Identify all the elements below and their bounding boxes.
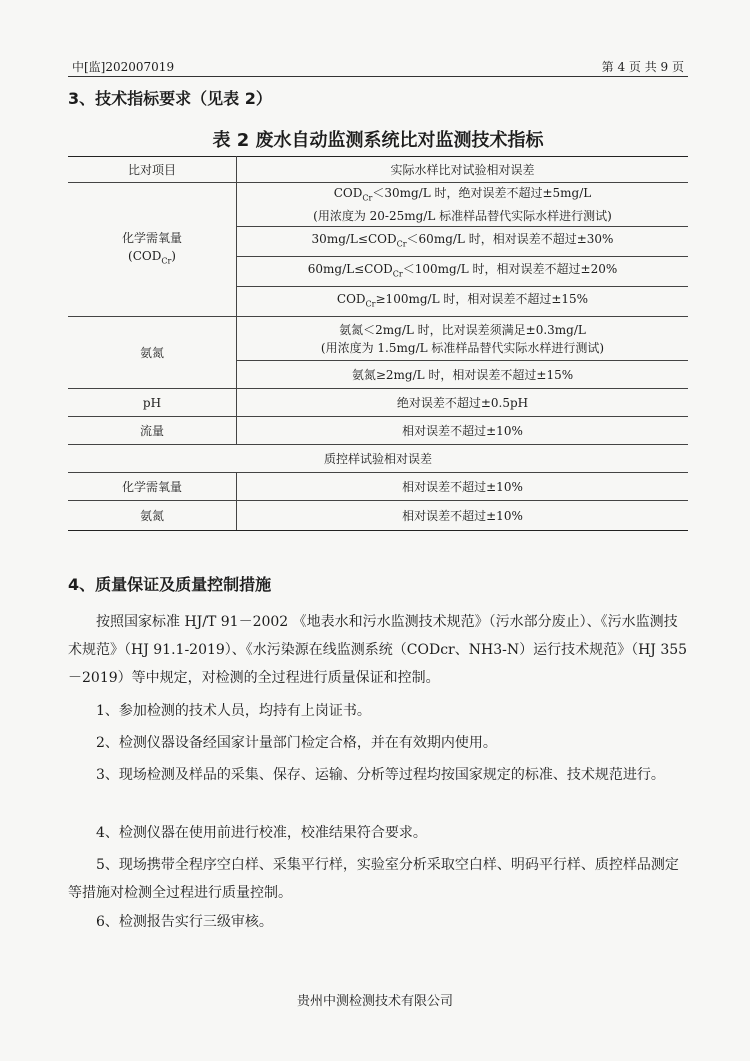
document-number: 中[监]202007019 [72,60,175,74]
cod-criterion-1: $COD_{Cr}<30mg/L$ 时，绝对误差不超过±5mg/L (用浓度为 20-25mg/L 标准样品替代实际水样进行测试) [237,183,689,227]
footer-company: 贵州中测检测技术有限公司 [296,994,453,1009]
table-row [68,183,688,227]
nh3-criterion-2: 氨氮≥2mg/L 时，相对误差不超过±15% [237,361,689,389]
ph-criterion: 绝对误差不超过±0.5pH [237,389,689,417]
nh3-criterion-1: 氨氮＜2mg/L 时，比对误差须满足±0.3mg/L (用浓度为 1.5mg/L 标准样品替代实际水样进行测试) [237,317,689,361]
flow-label: 流量 [68,417,237,445]
section-4-title: 4、质量保证及质量控制措施 [68,575,272,594]
table-header-row [68,157,688,183]
qc-header: 质控样试验相对误差 [68,445,688,473]
qa-intro-paragraph: 按照国家标准 HJ/T 91－2002 《地表水和污水监测技术规范》（污水部分废止）、《污水监测技术规范》（HJ 91.1-2019）、《水污染源在线监测系统（CODcr、NH3-N）运行技术规范》（HJ 355－2019）等中规定，对检测的全过程进行质量保证和控制。 [68,614,688,686]
qa-item-2: 2、检测仪器设备经国家计量部门检定合格，并在有效期内使用。 [96,735,497,751]
qc-cod-criterion: 相对误差不超过±10% [237,473,689,501]
spec-table [68,156,688,531]
table-row [68,473,688,501]
cod-criterion-3: $60mg/L\le COD_{Cr}<100mg/L$ 时，相对误差不超过±20% [237,257,689,287]
qa-item-3: 3、现场检测及样品的采集、保存、运输、分析等过程均按国家规定的标准、技术规范进行。 [96,767,665,783]
qc-cod-label: 化学需氧量 [68,473,237,501]
qc-header-row [68,445,688,473]
table-row [68,317,688,361]
table-row [68,501,688,531]
nh3-label-cell: 氨氮 [68,317,237,389]
col-header-item: 比对项目 [68,157,237,183]
qa-item-5: 5、现场携带全程序空白样、采集平行样，实验室分析采取空白样、明码平行样、质控样品测定等措施对检测全过程进行质量控制。 [68,857,679,901]
col-header-error: 实际水样比对试验相对误差 [237,157,689,183]
qc-nh3-label: 氨氮 [68,501,237,531]
page-indicator: 第 4 页 共 9 页 [601,60,684,74]
section-3-title: 3、技术指标要求（见表 2） [68,89,272,108]
cod-label-cell [68,183,237,317]
cod-criterion-2: $30mg/L\le COD_{Cr}<60mg/L$ 时，相对误差不超过±30% [237,227,689,257]
cod-label: 化学需氧量 [121,230,182,245]
cod-criterion-4: $COD_{Cr}\ge 100mg/L$ 时，相对误差不超过±15% [237,287,689,317]
flow-criterion: 相对误差不超过±10% [237,417,689,445]
table-row [68,417,688,445]
table-title: 表 2 废水自动监测系统比对监测技术指标 [212,130,544,151]
qa-item-6: 6、检测报告实行三级审核。 [96,914,273,930]
table-row [68,389,688,417]
ph-label: pH [68,389,237,417]
page-header [68,56,688,77]
cod-sublabel: $(COD_{Cr})$ [128,248,176,266]
qc-nh3-criterion: 相对误差不超过±10% [237,501,689,531]
qa-item-4: 4、检测仪器在使用前进行校准，校准结果符合要求。 [96,825,427,841]
qa-item-1: 1、参加检测的技术人员，均持有上岗证书。 [96,703,371,719]
